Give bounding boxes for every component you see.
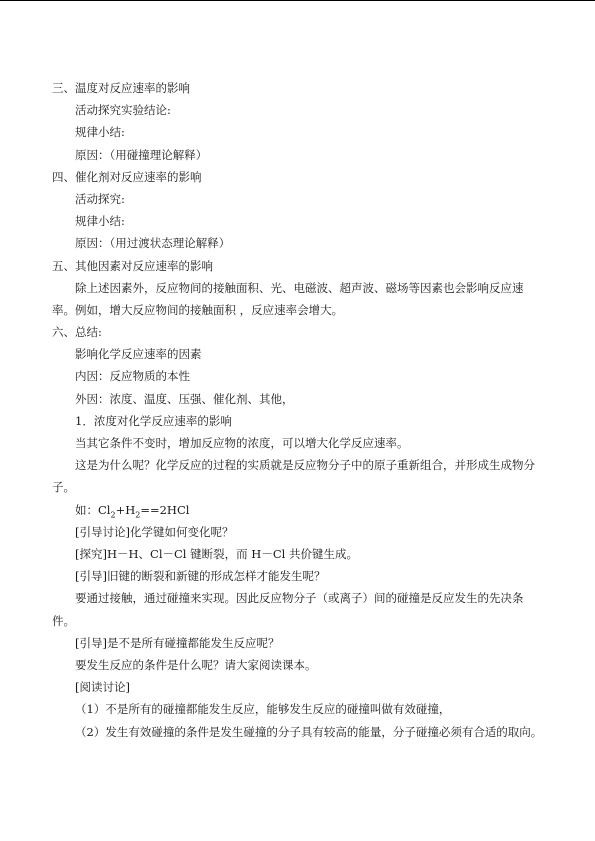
section-3-rule: 规律小结: — [75, 125, 125, 140]
reaction-formula — [52, 499, 544, 521]
formula-mid: +H — [115, 502, 136, 517]
guide-discuss: [引导讨论]化学键如何变化呢？ — [75, 524, 234, 539]
section-3-activity: 活动探究实验结论: — [75, 103, 171, 118]
why-paragraph: 这是为什么呢？化学反应的过程的实质就是反应物分子中的原子重新组合，并形成生成物分子。 — [52, 458, 535, 495]
top-rule — [0, 0, 595, 1]
formula-sub-2: 2 — [135, 509, 141, 519]
point-1: （1）不是所有的碰撞都能发生反应，能够发生反应的碰撞叫做有效碰撞， — [75, 702, 451, 717]
section-5-heading: 五、其他因素对反应速率的影响 — [52, 258, 213, 273]
summary-internal: 内因：反应物质的本性 — [75, 369, 190, 384]
guide-bond: [引导]旧键的断裂和新键的形成怎样才能发生呢？ — [75, 569, 326, 584]
section-4-activity: 活动探究: — [75, 191, 125, 206]
section-3-heading: 三、温度对反应速率的影响 — [52, 81, 190, 95]
read-prompt: 要发生反应的条件是什么呢？请大家阅读课本。 — [75, 657, 317, 672]
section-4-heading: 四、催化剂对反应速率的影响 — [52, 169, 202, 184]
section-5-paragraph: 除上述因素外，反应物间的接触面积、光、电磁波、超声波、磁场等因素也会影响反应速率。例如，增大反应物间的接触面积 ，反应速率会增大。 — [52, 280, 524, 317]
document-body — [52, 77, 544, 743]
section-3-reason: 原因：（用碰撞理论解释） — [75, 147, 208, 162]
formula-prefix: 如：Cl — [75, 502, 111, 517]
formula-suffix: ==2HCl — [140, 502, 190, 517]
summary-external: 外因：浓度、温度、压强、催化剂、其他， — [75, 391, 294, 406]
summary-factors: 影响化学反应速率的因素 — [75, 347, 202, 362]
summary-item-1: 1．浓度对化学反应速率的影响 — [75, 413, 232, 428]
section-6-heading: 六、总结: — [52, 325, 102, 340]
concentration-conclusion: 当其它条件不变时，增加反应物的浓度，可以增大化学反应速率。 — [75, 436, 409, 451]
explore-line: [探究]H－H、Cl－Cl 键断裂，而 H－Cl 共价键生成。 — [75, 547, 358, 561]
formula-sub-1: 2 — [110, 509, 116, 519]
point-2: （2）发生有效碰撞的条件是发生碰撞的分子具有较高的能量，分子碰撞必须有合适的取向。 — [75, 724, 543, 739]
guide-all-collisions: [引导]是不是所有碰撞都能发生反应呢？ — [75, 635, 280, 650]
contact-paragraph: 要通过接触，通过碰撞来实现。因此反应物分子（或离子）间的碰撞是反应发生的先决条件。 — [52, 591, 524, 628]
section-4-rule: 规律小结: — [75, 214, 125, 229]
read-discuss: [阅读讨论] — [75, 680, 130, 695]
section-4-reason: 原因：（用过渡状态理论解释） — [75, 236, 231, 251]
